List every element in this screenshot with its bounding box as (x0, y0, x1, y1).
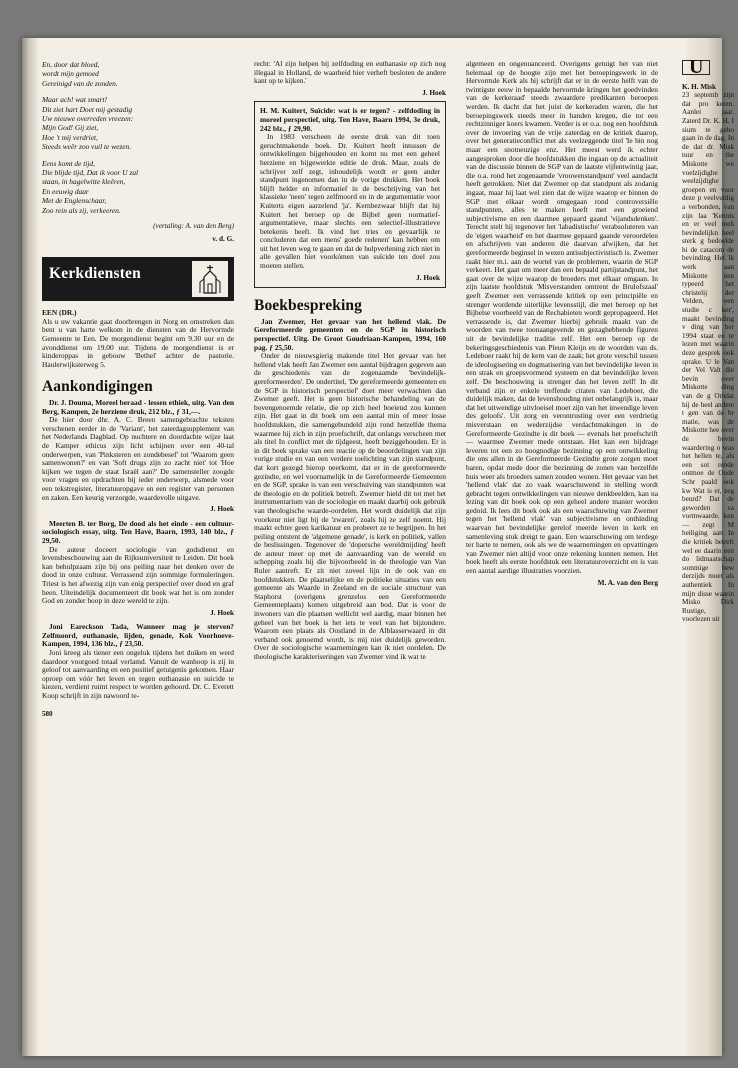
poem-line: En eeuwig daar (42, 186, 89, 196)
column-3 (466, 60, 658, 587)
column2-continuation: recht: 'Al zijn helpen bij zelfdoding en euthanasie op zich nog illegaal in Holland, de waarheid hier verheft besloten de andere kant op te kijken.' (254, 59, 446, 86)
column-2 (254, 60, 446, 662)
kerkdiensten-subhead: EEN (DR.) (42, 308, 77, 318)
poem-line: Met de Englenschaar, (42, 196, 107, 206)
poem-translator: (vertaling: A. van den Berg) (153, 222, 234, 231)
boxed-review-body: In 1983 verscheen de eerste druk van dit toen geruchtmakende boek. Dr. Kuitert heeft intussen de ontwikkelingen bijgehouden en komt nu met een geheel herziene en bijgewerkte editie de druk. Maar, zoals de schrijver zelf zegt, inhoudelijk wordt er geen ander standpunt ingenomen dan in de vorige drukken. Het boek blijft helder en informatief in de beschrijving van het klassieke 'neen' tegen zelfmoord en in de argumentatie voor Kuiterts eigen aarzelend 'ja'. Kernbezwaar blijft dat hij Kuitert het beroep op de Bijbel geen normatief-argumentatieve, maar slechts een selectief-illustratieve betekenis heeft. Ik vind het tries en gevaarlijk te concluderen dat een mens' goede redenen' kan hebben om uit het leven weg te gaan en dat de hulpverlening zich niet in alle gevallen hiet voorkómen van suïcide ten doel zou moeten stellen. (260, 132, 440, 271)
column-1 (42, 60, 234, 719)
poem-block (42, 60, 234, 215)
poem-line: Zoo rein als zij, verkeeren. (42, 205, 121, 215)
poem-stanza-1 (42, 60, 234, 88)
announcement-title: Meerten B. ter Borg, De dood als het einde - een cultuur-sociologisch essay, uitg. Ten Have, Baarn, 1993, 140 blz., ƒ 29,50. (42, 518, 234, 545)
poem-line: Steeds weêr zoo vuil te wezen. (42, 142, 132, 152)
book-reference: Jan Zwemer, Het gevaar van het hellend vlak. De Gereformeerde gemeenten en de SGP in historisch perspectief. Uitg. De Groot Goudriaan-Kampen, 1994, 160 pag. ƒ 25,50. (254, 316, 446, 352)
boxed-review (254, 101, 446, 288)
church-icon (192, 261, 228, 297)
kerkdiensten-banner (42, 257, 234, 301)
boxed-review-title: H. M. Kuitert, Suïcide: wat is er tegen? - zelfdoding in moreel perspectief, uitg. Ten Have, Baarn 1994, 3e druk, 242 blz., ƒ 29,90. (260, 106, 440, 133)
announcement-body: Joni kreeg als tiener een ongeluk tijdens het duiken en werd daardoor voorgoed totaal verlamd. Vanuit de wanhoop is zij in geloof tot aanvaarding en een positief getuigenis gekomen. Haar oproep om vóór het leven en tegen euthanasie en suicide te kiezen, verdient ruimt respect te worden gehoord. Dr. C. Everett Koop schrijft in zijn nawoord te- (42, 648, 234, 701)
poem-line: En, door dat bloed, (42, 60, 100, 69)
poem-line: Gereinigd van de zonden. (42, 78, 118, 88)
announcement-item (42, 520, 234, 618)
poem-stanza-2 (42, 95, 234, 151)
page-content (42, 59, 734, 1040)
kerkdiensten-body: Als u uw vakantie gaat doorbrengen in Norg en omstreken dan bent u van harte welkom in de diensten van de Hervormde Gemeente te Een. De morgendienst begint om 9.30 uur en de avonddienst om 19.00 uur. Tijdens de morgendienst is er kinderoppas in gebouw 'Bethel' achter de pastorie. Haulerwijksterweg 5. (42, 316, 234, 369)
aankondigingen-heading: Aankondigingen (42, 378, 153, 396)
book-review-byline: M. A. van den Berg (597, 577, 658, 587)
next-page-heading: K. H. Misk (682, 82, 716, 91)
boxed-review-byline: J. Hoek (416, 272, 440, 282)
poem-line: Hoe 't mij verdriet, (42, 132, 98, 142)
poem-line: Maar ach! wat smart! (42, 95, 108, 105)
poem-signature: v. d. G. (212, 234, 234, 243)
announcement-item (42, 623, 234, 700)
announcement-title: Joni Eareckson Tada, Wanneer mag je sterven? Zelfmoord, euthanasie, lijden, genade, Kok Voorhoeve-Kampen, 1994, 136 blz., ƒ 23,50. (42, 622, 234, 649)
announcement-byline: J. Hoek (210, 607, 234, 617)
poem-line: Eens komt de tijd, (42, 158, 95, 168)
column-4-next-page (682, 60, 734, 624)
announcement-item (42, 399, 234, 514)
poem-line: Mijn God! Gij ziet, (42, 123, 99, 133)
announcement-title: Dr. J. Douma, Moreel beraad - lessen ethiek, uitg. Van den Berg, Kampen, 2e herziene druk, 212 blz., ƒ 31,—. (42, 398, 234, 416)
binding-gutter (22, 38, 38, 1056)
poem-line: wordt mijn gemoed (42, 69, 99, 79)
poem-line: Dit ziet hart Doet mij gestadig (42, 104, 133, 114)
page-number: 580 (42, 710, 53, 719)
poem-line: staan, in hagelwitte kleêren, (42, 177, 126, 187)
column-layout (42, 59, 734, 1015)
book-review-body: Onder de nieuwsgierig makende titel Het gevaar van het hellend vlak heeft Jan Zwemer een aantal bijdragen gegeven aan de geschiedenis van de zogenaamde 'bevindelijk-gereformeerden'. De ondertitel, 'De gereformeerde gemeenten en de SGP in historisch perspectief' doet meer verwachten dan Zwemer geeft. Het is geen historische behandeling van de bovengenoemde relatie, die op zich heel boeiend zou kunnen zijn. Het gaat in dit boek om een aantal min of meer losse hoofdstukken, die samengebundeld zijn rond hetzelfde thema waarmee hij zich in zijn proefschrift, dat onlangs verscheen met als titel In conflict met de tijdgeest, heeft beziggehouden. Er is in dit boek sprake van een reactie op de beoordelingen van zijn vorige studie en van een verdere toelichting van zijn standpunt, dat kort gezegd hierop neerkomt, dat er in de gereformeerde gezindte, en wel voornamelijk in de Gereformeerde Gemeenten en de SGP, sprake is van een verschuiving van standpunten wat de theologie en de politiek betreft. Zwemer hield dit tot met het instrumentarium van de sociologie en maakt daarbij ook gebruik van theologische waarde-oordelen. Het wordt duidelijk dat zijn voorkeur niet ligt bij de 'zwaren', zoals hij ze zelf noemt. Hij maakt echter geen karikatuur en probeert ze te begrijpen. In het peiling ontstent de 'algemene genade', is kerk en politiek, vallen de beslissingen. Tegenover de 'dopersche wereldmijding' heeft de auteur meer op met de aanvaarding van de wereld en schepping zoals hij die bijvoorbeeld in de theologie van Van Ruler aantreft. Er zit niet zoveel lijn in de ook van en hoofdstukken. De plaatselijke en de politieke situaties van een gemeente als Waarde in Zeeland en de sociale structuur van Staphorst (overigens grenzelos een Gereformeerde Gemeenteplaats) komen uitgebreid aan bod. Dat is voor de inwoners van die plaatsen wellicht wel aardig, maar binnen het geheel van het boek is het iets te veel van het bijzondere. Waarom een plaats als Oostland in de Alblasserwaard in dit verband ook genoemd wordt, is mij niet duidelijk geworden. Over de sociologische waarnemingen kan ik niet oordelen. De theologische karakteriseringen van Zwemer vind ik wat te (254, 351, 446, 661)
announcement-body: De hier door dhr. A. C. Breen samengebrachte teksten verschenen eerder in de 'Variant', het zaterdagsupplement van het Nederlands Dagblad. Op nuchtere en doordachte wijze laat de Kamper ethicus zijn licht schijnen over een 40-tal onderwerpen, van 'Pinksteren en zondebesef' tot 'Waarom geen samenwonen?' en van 'Soft drugs zijn zo zacht niet' tot 'Hoe kijken we tegen de staat Israël aan?' De samensteller zoogde voor vragen en opdrachten bij ieder onderwerp, alsmede voor een tekstregister, literatuuropgave en een register van personen en zaken. Een keurig verzorgde, waardevolle uitgave. (42, 415, 234, 502)
drop-cap: U (682, 60, 710, 75)
boekbespreking-heading: Boekbespreking (254, 297, 362, 315)
announcement-body: De auteur doceert sociologie van godsdienst en levensbeschouwing aan de Rijksuniversiteit te Leiden. Dit boek kan behulpzaam zijn bij ons peiling naar het denken over de dood in onze cultuur. Verrassend zijn sommige formuleringen. Triest is het afwezig zijn van enig perspectief over dood en graf heen. Uiteindelijk documenteert dit boek wat het is om zonder God en zonder hoop in deze wereld te zijn. (42, 544, 234, 606)
announcement-byline: J. Hoek (210, 504, 234, 514)
poem-line: Uw nieuwe overreden vreezen: (42, 114, 134, 124)
next-page-text: 23 septemb zijn dat pro keren. Aanlei jaar. Zaterd Dr. K. H. I sium te gebo gaan in de dag. In de dat dr. Misk tuur en the Miskotte we voelzijdighe weelzijdighe groepen en voor deze p veelvuldig a verbonden, van zijn laa 'Kennis en er veel meh bevindelijkn heel sterk g bedoelde hi de catacom de bevinding Het lk werk aan Miskotte nen typeerd het christelij der Velden, een studie c ker', maakt bevinding v ding van her 1994 staat ee te lezen met waarin deze gesprek ook sprake. U le Van der Vel Valt die bevin over Miskotte ding van de g Omdat hij de heel andere t gen van de br matie, was de Miskotte hee over de bevin waardering o was het hellen te, als een sot rende ontmoe de Oude Schr paald ook kw Wat is er, zeg beurd? Dat de geworden va vormwaarde. ken — zegt M heiliging aan In die kritiek betreft wel ee daarin een do lidmaatschap sommige bew derzijds moet als authentiek In mijn disse waarin Misko Dirk Rustige, voorlezen uit (682, 91, 734, 624)
book-review-continuation: algemeen en ongenuanceerd. Overigens getuigt het van niet helemaal op de hoogte zijn met het beroepingswerk in de Hervormde Kerk als hij schrijft dat er in de eerste helft van de twintigste eeuw in bepaalde hervormde kringen het goedvinden van de kerkeraad' steeds zwaardere predikanten beroepen werden. Ik dacht dat het juist de kerkeraden waren, die het beroepingswerk steeds meer in handen kregen, die tot een rechtzinniger koers kwamen. Verder is er o.a. nog een hoofdstuk over de invoering van de vrije zaterdag en de kritiek daarop, over het generatieconflict met als veelzeggende titel 'Ie bin nog maar een snotneuzige enz. Het meest werd ik echter aangesproken door die hoofdstukken die ingaan op de actualiteit van de discussie binnen de SGP van de laatste vijfentwintig jaar, die o.a. rond het zogenaamde 'vrouwenstandpunt' veel aandacht heeft getrokken. Niet dat Zwemer op dat standpunt als zodanig ingaat, maar hij laat wel zien dat de wijze waarop er binnen de SGP met elkaar wordt omgegaan rond controversiële standpunten, alles te maken heeft met een groeiend subjectivisme en een daarmee gepaard gaand 'vijandsdenken'. Terecht stelt hij tegenover het 'labadistische' verabsoluteren van de 'eigen waarheid' en het daarmee gepaard gaande veroordelen en afschrijven van anderen die daarvan afwijken, dat het gereformeerde beginsel in wezen antisubjectivistisch is. Zwemer raakt hier m.i. aan de wortel van de problemen, waarin de SGP verkeert. Het gaat om meer dan een bepaald partijstandpunt, het gaat over de wijze waarop de broeders met elkaar omgaan. In zijn laatste hoofdstuk 'Misverstanden omtrent de Brulofszaal' geeft Zwemer een verrassende kritiek op een principiële en strenger wordende uiterlijke levensstijl, die met beroep op het Bijbelse voorbeeld van de Rechabieten wordt gepropageerd. Het verrassende is, dat Zwemer hierbij gebruik maakt van de woorden van twee toonaangevende en gezaghebbende figuren uit de bevindelijke traditie zelf. Het een beroep op de bekeringsgeschiedenis van Pleun Kleijn en de woorden van ds. Ledeboer raakt hij de kern van de zaak; het grote verschil tussen de ideologisering en dogmatisering van het bevindelijke leven in een strak en groepsvormend systeem en dat bevindelijke leven zelf. De beschouwing is strenger dan het leven zelf! In dit verband zijn er enkele treffende citaten van Ledeboer, die duidelijk maken, dat de levenshouding niet onbelangrijk is, maar dat het uitwendige uitvloeisel moet zijn van het inwendige leven des geloofs'. Uit zorg en verontrusting over een verdrietig misverstaan en wederzijdse verdachtmakingen in de Gereformeerde Gezindte is dit boek — evenals het proefschrift — waarmee Zwemer mede ontstaan. Het kan een bijdrage leveren tot een zo hoognodige bezinning op een ontwikkeling die ons allen in de Gereformeerde Gezindte grote zorgen moet baren, opdat mede door die bezinning de zonen van herzelfde huis weer als broeders samen zouden wonen. Het gevaar van het 'hellend vlak' dat zo vaak waarschuwend in stelling wordt gebracht tegen ontwikkelingen van nieuwe denkbeelden, kan na lezing van dit boek ook op een geheel andere manier worden gedoid. Ik lees dit boek ook als een waarschuwing van Zwemer tegen het 'hellend vlak' van subjectivisme en onthinding waarvan het bevindelijke gerelof meerde leven in kerk en samenleving stuk dreigt te gaan. Een waarschuwing om terdege ter harte te nemen, ook als we de waarnemingen en opvattingen van Zwemer niet altijd voor onze rekening kunnen nemen. Het boek heeft als eerste hoofdstuk een literatuuroverzicht en is van een aantal aardige illustraties voorzien. (466, 59, 658, 576)
kerkdiensten-title: Kerkdiensten (49, 265, 141, 283)
poem-line: Die blijde tijd, Dat ik voor U zal (42, 168, 139, 178)
poem-stanza-3 (42, 159, 234, 215)
column2-continuation-byline: J. Hoek (422, 87, 446, 97)
